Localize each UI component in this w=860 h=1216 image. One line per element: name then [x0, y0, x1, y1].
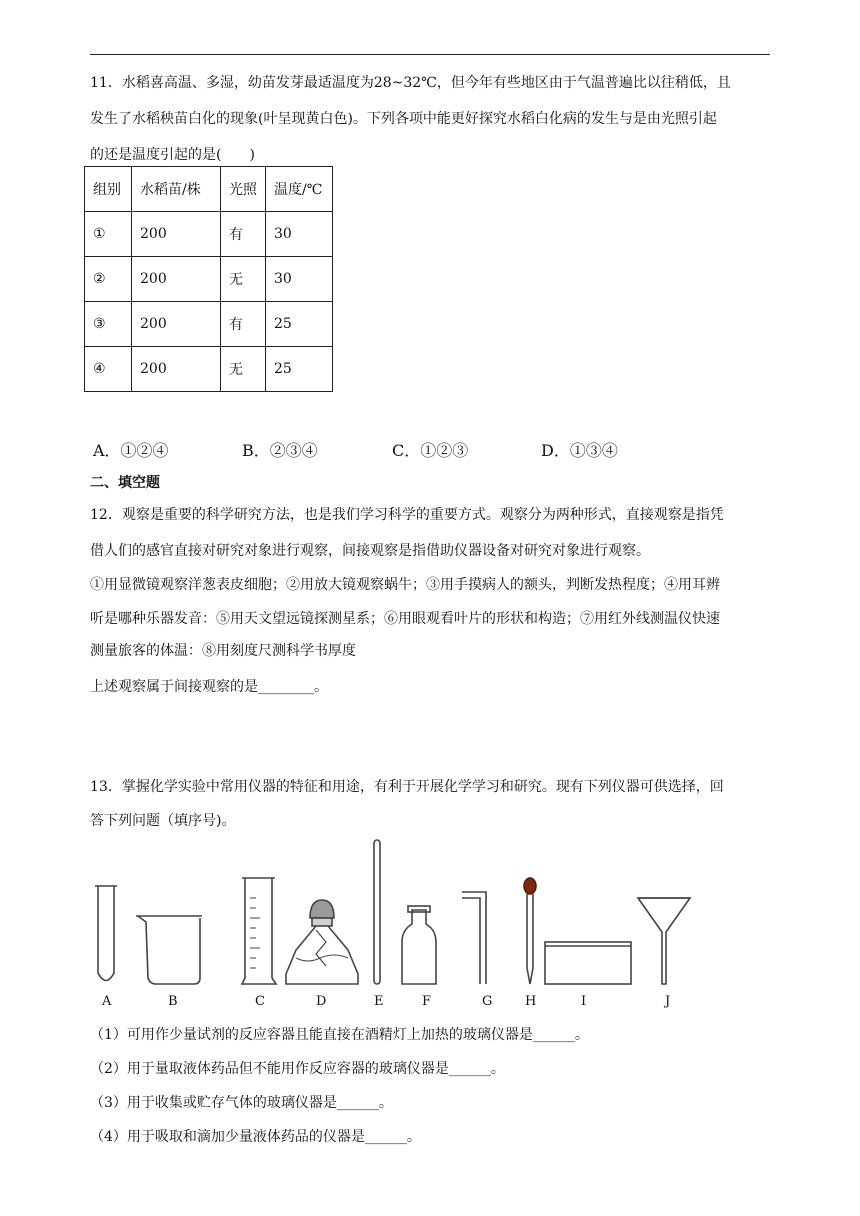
table-cell: ① — [85, 212, 132, 257]
q13-sub-3: （3）用于收集或贮存气体的玻璃仪器是______。 — [90, 1095, 393, 1111]
table-cell: ② — [85, 257, 132, 302]
option-d: D．①③④ — [541, 441, 618, 460]
table-cell: 200 — [132, 212, 221, 257]
table-cell: 200 — [132, 302, 221, 347]
dropper-icon — [524, 878, 536, 984]
alcohol-lamp-icon — [286, 900, 358, 984]
instrument-label-a: A — [102, 994, 112, 1009]
beaker-icon — [136, 916, 202, 984]
instrument-label-d: D — [316, 994, 327, 1009]
table-cell: ④ — [85, 347, 132, 392]
experiment-table — [84, 166, 333, 392]
top-rule — [90, 54, 770, 55]
q13-sub-4: （4）用于吸取和滴加少量液体药品的仪器是______。 — [90, 1129, 421, 1145]
q12-line-3: ①用显微镜观察洋葱表皮细胞；②用放大镜观察蜗牛；③用手摸病人的额头，判断发热程度；④用耳辨 — [90, 577, 720, 593]
trough-icon — [545, 942, 631, 984]
instrument-label-i: I — [581, 994, 587, 1009]
instrument-label-f: F — [422, 994, 432, 1009]
q12-line-1: 12．观察是重要的科学研究方法，也是我们学习科学的重要方式。观察分为两种形式，直接观察是指凭 — [90, 507, 724, 523]
instrument-label-h: H — [525, 994, 537, 1009]
q11-line-1: 11．水稻喜高温、多湿，幼苗发芽最适温度为28~32℃，但今年有些地区由于气温普遍比以往稍低，且 — [90, 75, 731, 91]
option-b: B．②③④ — [242, 441, 318, 460]
gas-bottle-icon — [402, 906, 436, 984]
table-cell: 无 — [221, 257, 266, 302]
option-c: C．①②③ — [392, 441, 469, 460]
q12-line-5: 测量旅客的体温：⑧用刻度尺测科学书厚度 — [90, 643, 356, 659]
table-cell: 25 — [266, 347, 333, 392]
table-header: 水稻苗/株 — [132, 167, 221, 212]
funnel-icon — [638, 898, 690, 984]
table-cell: 200 — [132, 347, 221, 392]
instrument-label-c: C — [255, 994, 265, 1009]
table-cell: ③ — [85, 302, 132, 347]
graduated-cylinder-icon — [242, 878, 276, 984]
q12-line-4: 听是哪种乐器发音：⑤用天文望远镜探测星系；⑥用眼观看叶片的形状和构造；⑦用红外线测温仪快速 — [90, 611, 720, 627]
table-row — [85, 257, 333, 302]
table-cell: 30 — [266, 257, 333, 302]
q11-line-2: 发生了水稻秧苗白化的现象(叶呈现黄白色)。下列各项中能更好探究水稻白化病的发生与是由光照引起 — [90, 111, 717, 127]
table-row — [85, 347, 333, 392]
section-title: 二、填空题 — [90, 475, 160, 491]
q11-line-3: 的还是温度引起的是( ) — [90, 147, 255, 163]
test-tube-icon — [95, 886, 117, 981]
q13-line-1: 13．掌握化学实验中常用仪器的特征和用途，有利于开展化学学习和研究。现有下列仪器可供选择，回 — [90, 779, 724, 795]
instrument-label-j: J — [665, 994, 671, 1009]
instrument-label-g: G — [482, 994, 493, 1009]
q12-line-2: 借人们的感官直接对研究对象进行观察，间接观察是指借助仪器设备对研究对象进行观察。 — [90, 543, 650, 559]
q13-line-2: 答下列问题（填序号)。 — [90, 813, 236, 829]
table-cell: 200 — [132, 257, 221, 302]
table-header-row — [85, 167, 333, 212]
lab-instruments-figure — [90, 838, 700, 1018]
q13-sub-1: （1）可用作少量试剂的反应容器且能直接在酒精灯上加热的玻璃仪器是______。 — [90, 1027, 589, 1043]
table-cell: 无 — [221, 347, 266, 392]
table-row — [85, 302, 333, 347]
glass-rod-icon — [374, 840, 380, 984]
table-cell: 有 — [221, 302, 266, 347]
q12-answer-line: 上述观察属于间接观察的是________。 — [90, 679, 328, 695]
instrument-label-b: B — [168, 994, 178, 1009]
q13-sub-2: （2）用于量取液体药品但不能用作反应容器的玻璃仪器是______。 — [90, 1061, 505, 1077]
bent-tube-icon — [462, 892, 486, 984]
table-cell: 30 — [266, 212, 333, 257]
table-header: 温度/℃ — [266, 167, 333, 212]
table-cell: 25 — [266, 302, 333, 347]
instrument-label-e: E — [374, 994, 384, 1009]
table-row — [85, 212, 333, 257]
table-header: 组别 — [85, 167, 132, 212]
option-a: A．①②④ — [93, 441, 169, 460]
table-cell: 有 — [221, 212, 266, 257]
table-header: 光照 — [221, 167, 266, 212]
